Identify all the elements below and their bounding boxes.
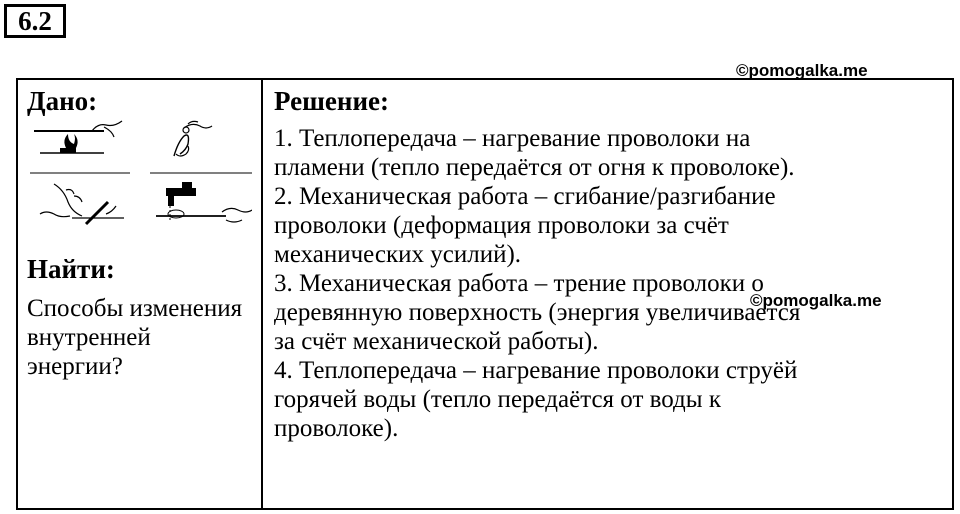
problem-number: 6.2 (4, 4, 66, 38)
experiment-illustrations (26, 118, 252, 248)
column-divider (261, 80, 263, 508)
solution-heading: Решение: (274, 86, 389, 116)
find-text: Способы изменения внутренней энергии? (27, 295, 243, 380)
bending-wire-icon (174, 121, 212, 156)
solution-item: 1. Теплопередача – нагревание проволоки на пламени (тепло передаётся от огня к проволоке). (274, 125, 795, 181)
given-heading: Дано: (27, 86, 98, 116)
rubbing-wire-icon (40, 184, 124, 224)
solution-item: 2. Механическая работа – сгибание/разгибание проволоки (деформация проволоки за счёт механических усилий). (274, 183, 776, 268)
wire-under-hot-water-icon (156, 182, 252, 222)
solution-item: 4. Теплопередача – нагревание проволоки струёй горячей воды (тепло передаётся от воды к проволоке). (274, 357, 798, 442)
wire-over-flame-icon (34, 121, 122, 153)
find-heading: Найти: (27, 254, 115, 284)
watermark: ©pomogalka.me (750, 291, 882, 310)
solution-item: 3. Механическая работа – трение проволоки о деревянную поверхность (энергия увеличивается за счёт механической работы). (274, 270, 801, 355)
solution-list (274, 124, 946, 443)
watermark: ©pomogalka.me (736, 61, 868, 80)
